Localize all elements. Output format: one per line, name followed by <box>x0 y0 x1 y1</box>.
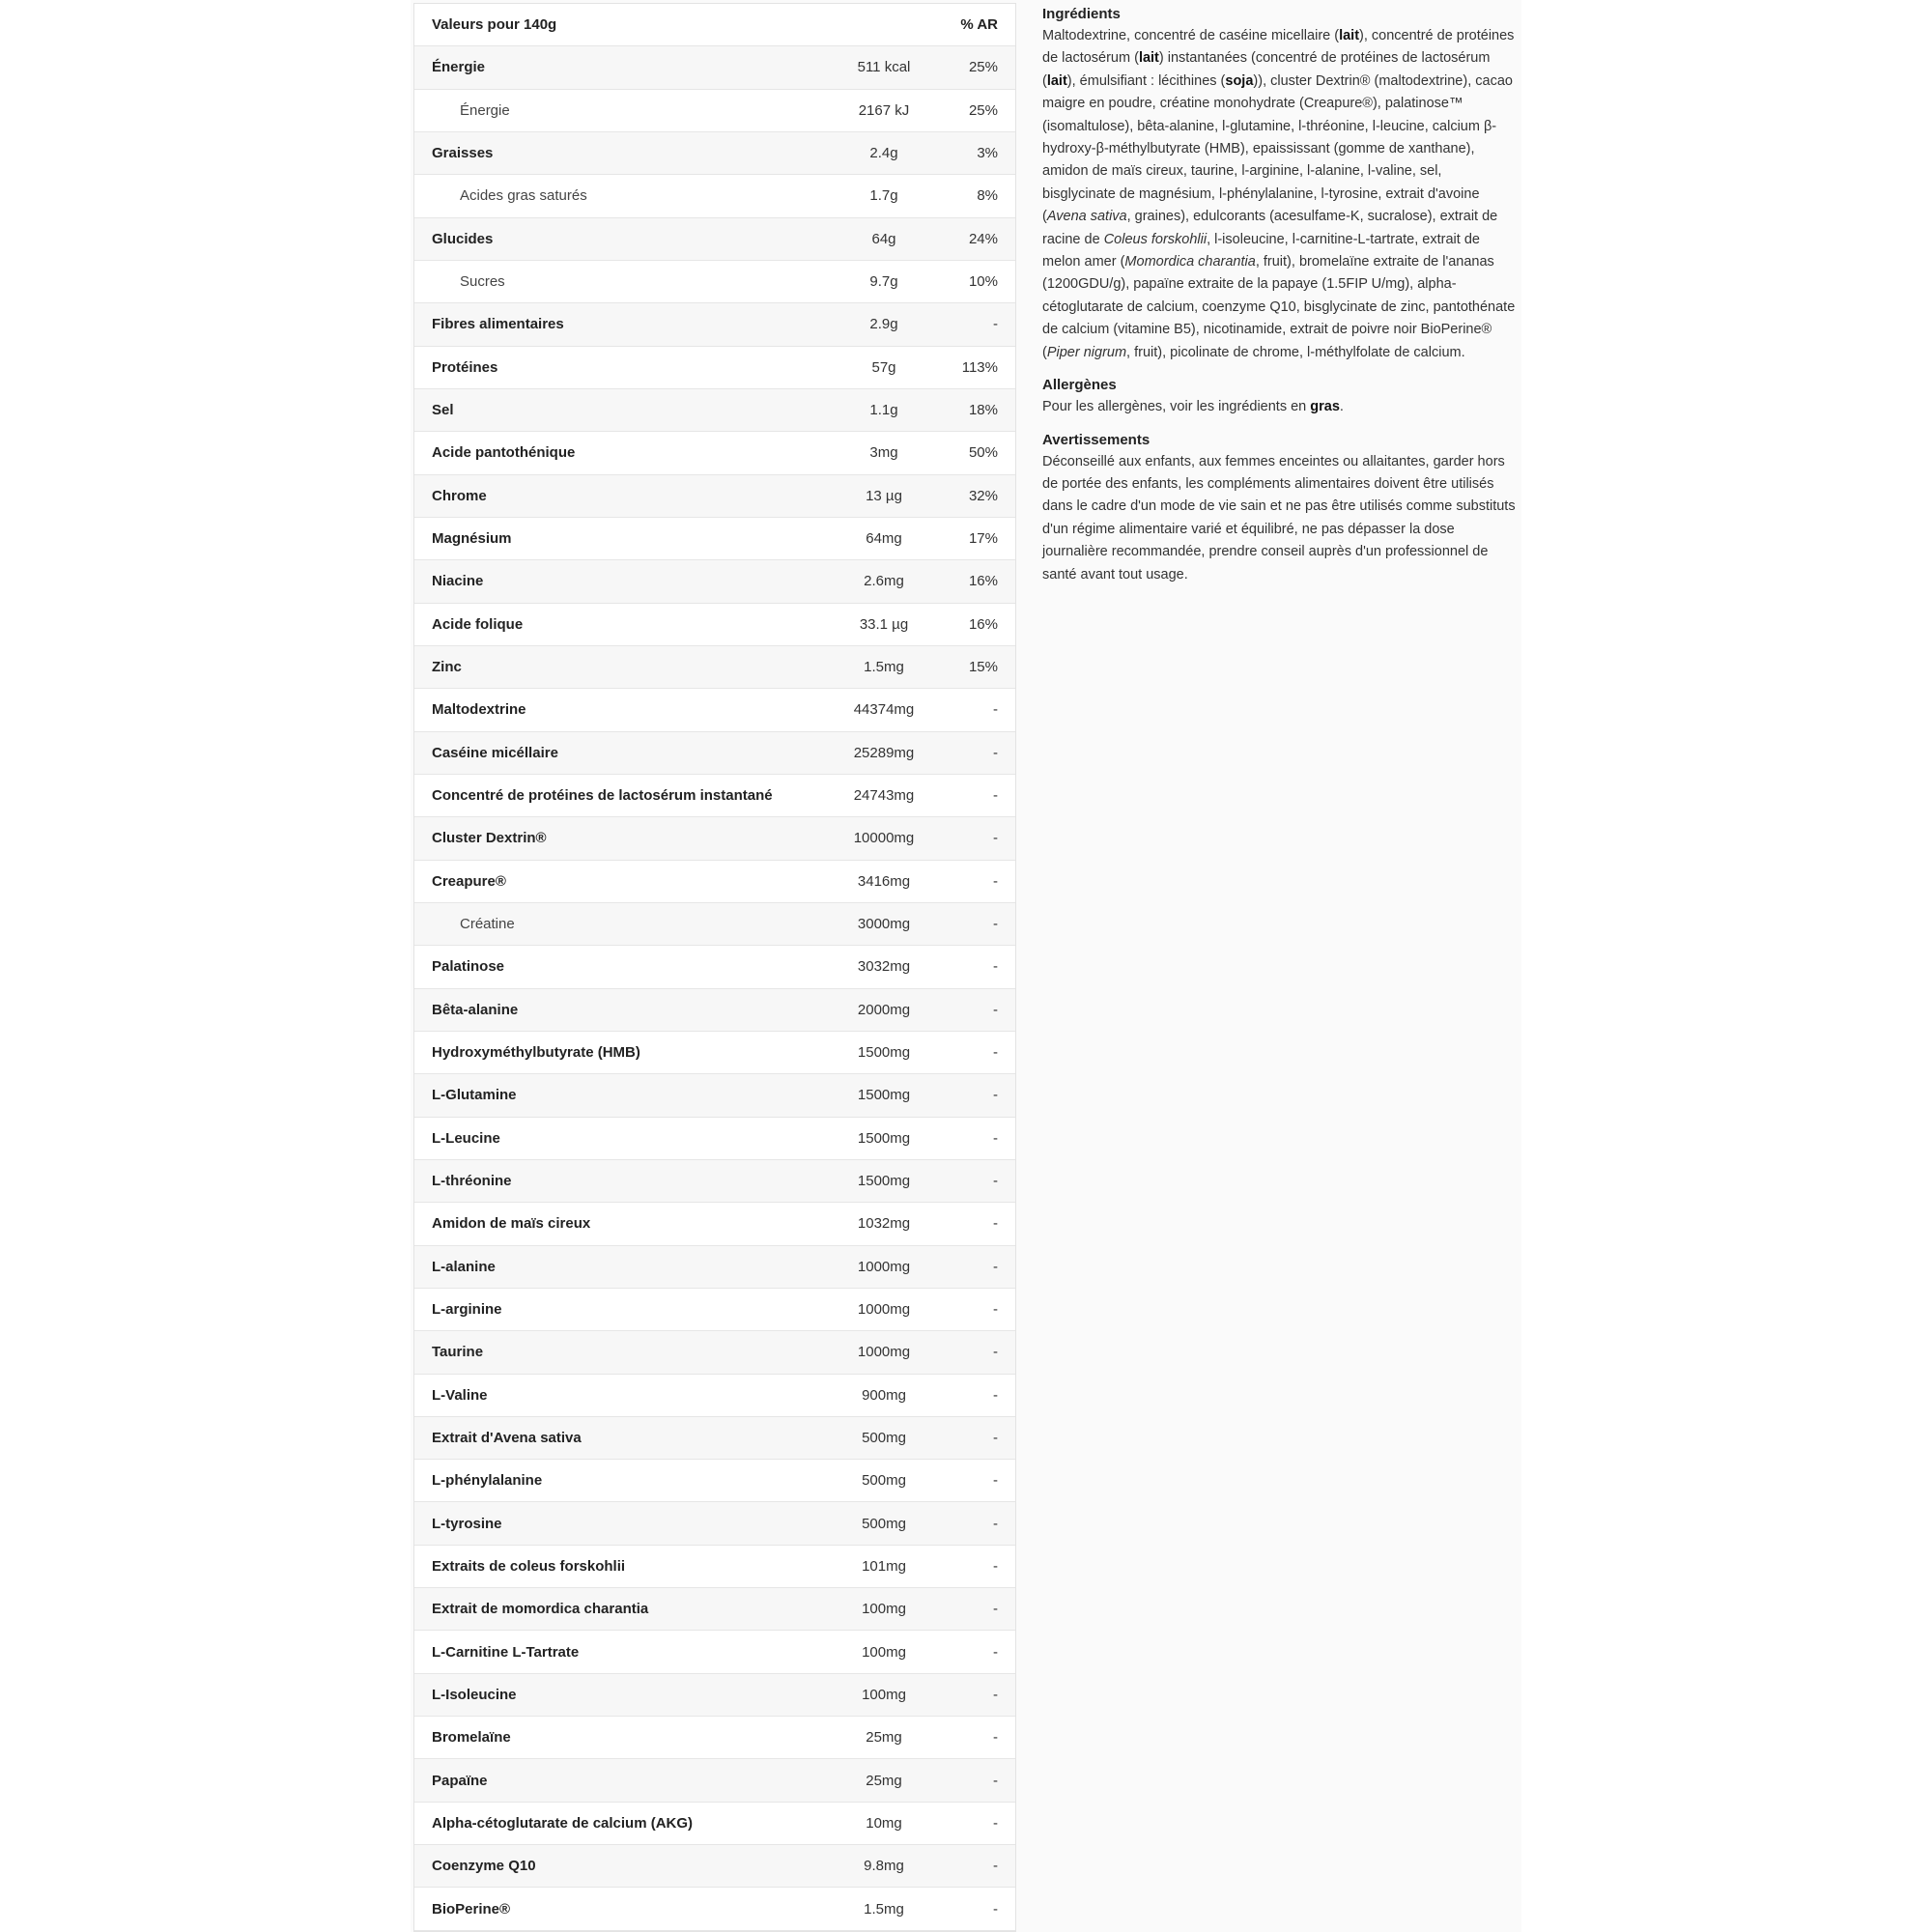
table-row <box>414 1802 1015 1844</box>
nutrient-percent-ar: - <box>948 1631 1015 1673</box>
nutrient-percent-ar: - <box>948 1888 1015 1930</box>
warnings-text <box>1042 451 1516 586</box>
nutrient-amount: 1000mg <box>820 1331 948 1374</box>
nutrient-amount: 57g <box>820 346 948 388</box>
nutrient-name: Magnésium <box>414 517 820 559</box>
nutrient-amount: 1500mg <box>820 1074 948 1117</box>
nutrient-amount: 9.7g <box>820 260 948 302</box>
table-row <box>414 346 1015 388</box>
header-percent-ar: % AR <box>948 4 1015 46</box>
nutrient-name: Énergie <box>414 46 820 89</box>
table-row <box>414 1759 1015 1802</box>
text-run: . <box>1339 399 1344 415</box>
nutrient-percent-ar: 24% <box>948 217 1015 260</box>
nutrient-percent-ar: 113% <box>948 346 1015 388</box>
nutrient-name: BioPerine® <box>414 1888 820 1930</box>
ingredients-section <box>1042 4 1516 364</box>
table-row <box>414 432 1015 474</box>
nutrient-amount: 1032mg <box>820 1203 948 1245</box>
nutrient-percent-ar: - <box>948 1588 1015 1631</box>
nutrient-percent-ar: 50% <box>948 432 1015 474</box>
nutrient-percent-ar: 25% <box>948 46 1015 89</box>
nutrient-amount: 9.8mg <box>820 1845 948 1888</box>
nutrient-name: Taurine <box>414 1331 820 1374</box>
table-row <box>414 1031 1015 1073</box>
table-row <box>414 860 1015 902</box>
nutrient-amount: 2.9g <box>820 303 948 346</box>
nutrient-percent-ar: - <box>948 1759 1015 1802</box>
nutrient-percent-ar: - <box>948 1374 1015 1416</box>
table-row <box>414 1502 1015 1545</box>
text-run: ), émulsifiant : lécithines ( <box>1066 72 1226 89</box>
text-run: ) instantanées (concentré de protéines de lactosérum ( <box>1042 50 1491 89</box>
nutrient-name: Acides gras saturés <box>414 175 820 217</box>
nutrient-amount: 900mg <box>820 1374 948 1416</box>
nutrient-percent-ar: - <box>948 1416 1015 1459</box>
nutrient-name: Extraits de coleus forskohlii <box>414 1545 820 1587</box>
nutrient-percent-ar: - <box>948 731 1015 774</box>
table-row <box>414 1416 1015 1459</box>
nutrient-name: Acide folique <box>414 603 820 645</box>
nutrient-amount: 10000mg <box>820 817 948 860</box>
nutrient-name: Hydroxyméthylbutyrate (HMB) <box>414 1031 820 1073</box>
allergens-section <box>1042 375 1516 418</box>
nutrient-amount: 25289mg <box>820 731 948 774</box>
nutrient-name: Chrome <box>414 474 820 517</box>
nutrient-amount: 500mg <box>820 1502 948 1545</box>
nutrient-percent-ar: - <box>948 1502 1015 1545</box>
nutrient-percent-ar: - <box>948 689 1015 731</box>
nutrient-name: L-thréonine <box>414 1159 820 1202</box>
table-row <box>414 1159 1015 1202</box>
nutrient-amount: 13 µg <box>820 474 948 517</box>
nutrient-name: Glucides <box>414 217 820 260</box>
nutrient-name: Palatinose <box>414 946 820 988</box>
nutrient-percent-ar: - <box>948 1331 1015 1374</box>
table-row <box>414 89 1015 131</box>
bold-text: lait <box>1138 50 1159 67</box>
nutrient-name: Maltodextrine <box>414 689 820 731</box>
text-run: , fruit), picolinate de chrome, l-méthylfolate de calcium. <box>1126 344 1465 360</box>
text-run: , graines), edulcorants (acesulfame-K, sucralose), extrait de racine de <box>1042 209 1498 247</box>
nutrient-amount: 1500mg <box>820 1117 948 1159</box>
nutrient-name: Sucres <box>414 260 820 302</box>
nutrient-name: L-phénylalanine <box>414 1460 820 1502</box>
nutrient-percent-ar: - <box>948 1159 1015 1202</box>
nutrient-name: Creapure® <box>414 860 820 902</box>
nutrient-percent-ar: 15% <box>948 645 1015 688</box>
table-row <box>414 1545 1015 1587</box>
nutrient-percent-ar: - <box>948 817 1015 860</box>
table-row <box>414 731 1015 774</box>
italic-text: Piper nigrum <box>1046 344 1127 360</box>
table-row <box>414 303 1015 346</box>
table-row <box>414 603 1015 645</box>
nutrient-percent-ar: 3% <box>948 131 1015 174</box>
nutrient-name: L-alanine <box>414 1245 820 1288</box>
product-info <box>1042 4 1516 597</box>
nutrient-percent-ar: - <box>948 860 1015 902</box>
nutrient-amount: 3mg <box>820 432 948 474</box>
nutrient-name: L-Valine <box>414 1374 820 1416</box>
table-row <box>414 689 1015 731</box>
bold-text: lait <box>1046 72 1067 89</box>
nutrient-name: Créatine <box>414 902 820 945</box>
nutrient-name: Extrait de momordica charantia <box>414 1588 820 1631</box>
nutrient-amount: 10mg <box>820 1802 948 1844</box>
nutrient-percent-ar: - <box>948 1673 1015 1716</box>
nutrient-percent-ar: - <box>948 1245 1015 1288</box>
nutrient-name: L-Carnitine L-Tartrate <box>414 1631 820 1673</box>
nutrient-amount: 1.5mg <box>820 1888 948 1930</box>
table-row <box>414 1588 1015 1631</box>
table-row <box>414 474 1015 517</box>
warnings-section <box>1042 430 1516 586</box>
nutrient-percent-ar: 16% <box>948 603 1015 645</box>
nutrient-name: L-tyrosine <box>414 1502 820 1545</box>
nutrient-amount: 1.1g <box>820 388 948 431</box>
nutrient-amount: 2.6mg <box>820 560 948 603</box>
text-run: , l-isoleucine, l-carnitine-L-tartrate, extrait de melon amer ( <box>1042 231 1480 270</box>
nutrient-amount: 2000mg <box>820 988 948 1031</box>
table-row <box>414 46 1015 89</box>
nutrient-amount: 1.7g <box>820 175 948 217</box>
nutrient-amount: 24743mg <box>820 774 948 816</box>
nutrient-amount: 3032mg <box>820 946 948 988</box>
nutrient-percent-ar: - <box>948 988 1015 1031</box>
italic-text: Coleus forskohlii <box>1103 231 1208 247</box>
table-row <box>414 1460 1015 1502</box>
nutrient-amount: 64mg <box>820 517 948 559</box>
nutrient-amount: 2.4g <box>820 131 948 174</box>
nutrient-name: L-Leucine <box>414 1117 820 1159</box>
nutrient-percent-ar: 25% <box>948 89 1015 131</box>
nutrient-percent-ar: 17% <box>948 517 1015 559</box>
allergens-text <box>1042 396 1516 418</box>
table-row <box>414 1374 1015 1416</box>
nutrient-percent-ar: - <box>948 946 1015 988</box>
nutrient-amount: 64g <box>820 217 948 260</box>
table-row <box>414 217 1015 260</box>
nutrient-name: Bêta-alanine <box>414 988 820 1031</box>
table-row <box>414 131 1015 174</box>
nutrient-name: Graisses <box>414 131 820 174</box>
nutrient-amount: 100mg <box>820 1673 948 1716</box>
nutrient-percent-ar: - <box>948 902 1015 945</box>
table-row <box>414 388 1015 431</box>
nutrient-percent-ar: 16% <box>948 560 1015 603</box>
italic-text: Momordica charantia <box>1124 254 1256 270</box>
italic-text: Avena sativa <box>1046 209 1127 225</box>
nutrient-amount: 101mg <box>820 1545 948 1587</box>
nutrient-name: Niacine <box>414 560 820 603</box>
nutrient-name: Fibres alimentaires <box>414 303 820 346</box>
nutrient-amount: 100mg <box>820 1588 948 1631</box>
text-run: Pour les allergènes, voir les ingrédients en <box>1042 399 1311 415</box>
nutrient-name: Alpha-cétoglutarate de calcium (AKG) <box>414 1802 820 1844</box>
ingredients-text <box>1042 25 1516 364</box>
table-row <box>414 988 1015 1031</box>
ingredients-title: Ingrédients <box>1042 6 1121 22</box>
nutrient-percent-ar: - <box>948 1203 1015 1245</box>
nutrient-name: Concentré de protéines de lactosérum instantané <box>414 774 820 816</box>
nutrient-percent-ar: - <box>948 1288 1015 1330</box>
nutrient-amount: 3416mg <box>820 860 948 902</box>
table-row <box>414 774 1015 816</box>
text-run: Maltodextrine, concentré de caséine micellaire ( <box>1042 28 1340 43</box>
nutrient-amount: 511 kcal <box>820 46 948 89</box>
text-run: , fruit), bromelaïne extraite de l'ananas (1200GDU/g), papaïne extraite de la papaye (1.5FIP U/mg), alpha-cétoglutarate de calcium, coenzyme Q10, bisglycinate de zinc, pantothénate de calcium (vitamine B5), nicotinamide, extrait de poivre noir BioPerine® ( <box>1042 254 1516 360</box>
nutrient-name: Caséine micéllaire <box>414 731 820 774</box>
nutrient-percent-ar: 32% <box>948 474 1015 517</box>
header-amount <box>820 4 948 46</box>
table-row <box>414 560 1015 603</box>
nutrient-amount: 33.1 µg <box>820 603 948 645</box>
nutrient-name: Bromelaïne <box>414 1717 820 1759</box>
table-row <box>414 1288 1015 1330</box>
table-row <box>414 1203 1015 1245</box>
nutrient-amount: 1500mg <box>820 1159 948 1202</box>
nutrient-name: Sel <box>414 388 820 431</box>
nutrient-percent-ar: - <box>948 1802 1015 1844</box>
text-run: Déconseillé aux enfants, aux femmes enceintes ou allaitantes, garder hors de portée des enfants, les compléments alimentaires doivent être utilisés dans le cadre d'un mode de vie sain et ne pas être utilisés comme substituts d'un régime alimentaire varié et équilibré, ne pas dépasser la dose journalière recommandée, prendre conseil auprès d'un professionnel de santé avant tout usage. <box>1042 453 1516 582</box>
nutrient-percent-ar: 8% <box>948 175 1015 217</box>
text-run: )), cluster Dextrin® (maltodextrine), cacao maigre en poudre, créatine monohydrate (Creapure®), palatinose™ (isomaltulose), bêta-alanine, l-glutamine, l-thréonine, l-leucine, calcium β-hydroxy-β-méthylbutyrate (HMB), epaississant (gomme de xanthane), amidon de maïs cireux, taurine, l-arginine, l-alanine, l-valine, sel, bisglycinate de magnésium, l-phénylalanine, l-tyrosine, extrait d'avoine ( <box>1042 72 1513 225</box>
table-row <box>414 1245 1015 1288</box>
table-row <box>414 517 1015 559</box>
nutrient-percent-ar: - <box>948 1460 1015 1502</box>
nutrient-name: Amidon de maïs cireux <box>414 1203 820 1245</box>
nutrient-amount: 1000mg <box>820 1245 948 1288</box>
nutrient-amount: 25mg <box>820 1717 948 1759</box>
table-row <box>414 645 1015 688</box>
table-row <box>414 946 1015 988</box>
nutrient-percent-ar: - <box>948 1031 1015 1073</box>
warnings-title: Avertissements <box>1042 431 1151 448</box>
nutrient-amount: 3000mg <box>820 902 948 945</box>
header-values-per: Valeurs pour 140g <box>414 4 820 46</box>
table-row <box>414 1845 1015 1888</box>
nutrient-name: L-arginine <box>414 1288 820 1330</box>
table-header-row <box>414 4 1015 46</box>
table-row <box>414 902 1015 945</box>
nutrient-percent-ar: - <box>948 1545 1015 1587</box>
nutrient-amount: 500mg <box>820 1416 948 1459</box>
table-row <box>414 175 1015 217</box>
table-row <box>414 1888 1015 1930</box>
text-run: ), concentré de protéines de lactosérum ( <box>1042 28 1515 67</box>
nutrient-amount: 1.5mg <box>820 645 948 688</box>
table-row <box>414 260 1015 302</box>
nutrient-name: Énergie <box>414 89 820 131</box>
table-row <box>414 1717 1015 1759</box>
nutrient-amount: 25mg <box>820 1759 948 1802</box>
nutrient-percent-ar: - <box>948 1074 1015 1117</box>
nutrient-percent-ar: - <box>948 1845 1015 1888</box>
nutrient-name: Papaïne <box>414 1759 820 1802</box>
table-row <box>414 1074 1015 1117</box>
bold-text: lait <box>1339 28 1360 43</box>
nutrient-amount: 500mg <box>820 1460 948 1502</box>
nutrient-amount: 2167 kJ <box>820 89 948 131</box>
allergens-title: Allergènes <box>1042 377 1117 394</box>
table-row <box>414 1673 1015 1716</box>
nutrient-name: L-Glutamine <box>414 1074 820 1117</box>
nutrient-percent-ar: - <box>948 1717 1015 1759</box>
nutrient-percent-ar: - <box>948 774 1015 816</box>
table-row <box>414 1117 1015 1159</box>
nutrient-name: Cluster Dextrin® <box>414 817 820 860</box>
nutrient-amount: 100mg <box>820 1631 948 1673</box>
nutrient-name: Protéines <box>414 346 820 388</box>
table-row <box>414 1331 1015 1374</box>
nutrient-name: L-Isoleucine <box>414 1673 820 1716</box>
bold-text: soja <box>1225 72 1254 89</box>
nutrient-name: Zinc <box>414 645 820 688</box>
nutrient-amount: 1000mg <box>820 1288 948 1330</box>
table-row <box>414 817 1015 860</box>
nutrient-percent-ar: 18% <box>948 388 1015 431</box>
bold-text: gras <box>1310 399 1340 415</box>
nutrient-amount: 1500mg <box>820 1031 948 1073</box>
nutrient-amount: 44374mg <box>820 689 948 731</box>
nutrient-name: Coenzyme Q10 <box>414 1845 820 1888</box>
table-row <box>414 1631 1015 1673</box>
nutrient-percent-ar: 10% <box>948 260 1015 302</box>
nutrient-percent-ar: - <box>948 1117 1015 1159</box>
nutrient-name: Extrait d'Avena sativa <box>414 1416 820 1459</box>
nutrition-table <box>413 3 1016 1932</box>
nutrient-percent-ar: - <box>948 303 1015 346</box>
nutrient-name: Acide pantothénique <box>414 432 820 474</box>
